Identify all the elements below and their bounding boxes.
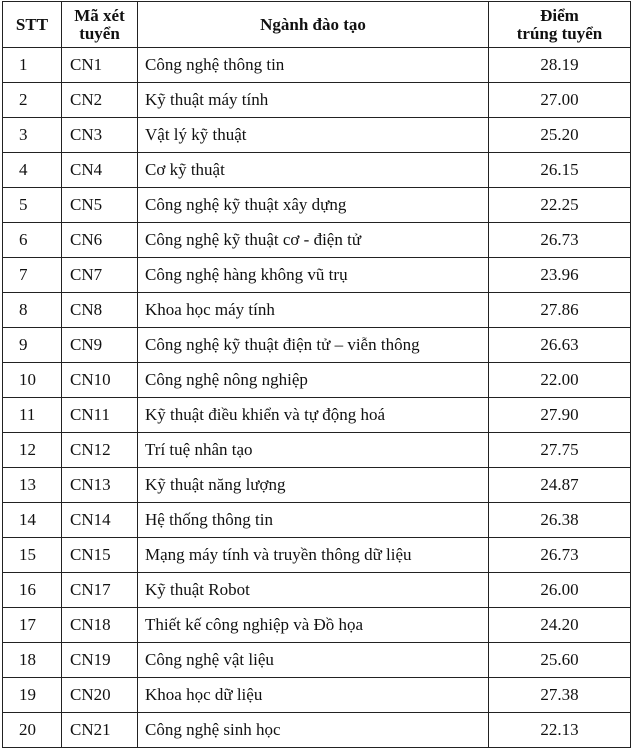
cell-diem-trung-tuyen: 26.38: [489, 503, 631, 538]
cell-ma-xet-tuyen: CN13: [62, 468, 138, 503]
cell-nganh-dao-tao: Kỹ thuật Robot: [138, 573, 489, 608]
cell-ma-xet-tuyen: CN14: [62, 503, 138, 538]
table-row: [3, 573, 631, 608]
cell-stt: 14: [3, 503, 62, 538]
cell-nganh-dao-tao: Công nghệ kỹ thuật cơ - điện tử: [138, 223, 489, 258]
cell-ma-xet-tuyen: CN15: [62, 538, 138, 573]
table-row: [3, 503, 631, 538]
table-row: [3, 223, 631, 258]
cell-ma-xet-tuyen: CN1: [62, 48, 138, 83]
cell-ma-xet-tuyen: CN8: [62, 293, 138, 328]
admission-score-table: [2, 1, 631, 748]
table-row: [3, 83, 631, 118]
cell-diem-trung-tuyen: 27.75: [489, 433, 631, 468]
cell-diem-trung-tuyen: 24.20: [489, 608, 631, 643]
cell-diem-trung-tuyen: 22.25: [489, 188, 631, 223]
table-row: [3, 468, 631, 503]
header-ma-line1: Mã xét: [74, 5, 125, 25]
table-row: [3, 293, 631, 328]
cell-stt: 15: [3, 538, 62, 573]
cell-stt: 17: [3, 608, 62, 643]
cell-nganh-dao-tao: Công nghệ sinh học: [138, 713, 489, 748]
cell-stt: 7: [3, 258, 62, 293]
cell-diem-trung-tuyen: 24.87: [489, 468, 631, 503]
cell-ma-xet-tuyen: CN10: [62, 363, 138, 398]
cell-nganh-dao-tao: Kỹ thuật năng lượng: [138, 468, 489, 503]
cell-nganh-dao-tao: Khoa học máy tính: [138, 293, 489, 328]
cell-nganh-dao-tao: Công nghệ kỹ thuật xây dựng: [138, 188, 489, 223]
table-row: [3, 678, 631, 713]
table-row: [3, 118, 631, 153]
table-body: [3, 48, 631, 748]
cell-stt: 5: [3, 188, 62, 223]
cell-nganh-dao-tao: Công nghệ thông tin: [138, 48, 489, 83]
cell-diem-trung-tuyen: 25.60: [489, 643, 631, 678]
cell-ma-xet-tuyen: CN2: [62, 83, 138, 118]
cell-stt: 13: [3, 468, 62, 503]
cell-diem-trung-tuyen: 27.90: [489, 398, 631, 433]
cell-nganh-dao-tao: Trí tuệ nhân tạo: [138, 433, 489, 468]
cell-stt: 8: [3, 293, 62, 328]
header-stt: STT: [3, 2, 62, 48]
cell-diem-trung-tuyen: 28.19: [489, 48, 631, 83]
table-row: [3, 48, 631, 83]
cell-ma-xet-tuyen: CN5: [62, 188, 138, 223]
header-row: [3, 2, 631, 48]
cell-ma-xet-tuyen: CN9: [62, 328, 138, 363]
cell-diem-trung-tuyen: 26.15: [489, 153, 631, 188]
header-ma-xet-tuyen: [62, 2, 138, 48]
cell-stt: 12: [3, 433, 62, 468]
cell-diem-trung-tuyen: 27.00: [489, 83, 631, 118]
table-row: [3, 643, 631, 678]
cell-stt: 10: [3, 363, 62, 398]
cell-ma-xet-tuyen: CN7: [62, 258, 138, 293]
cell-stt: 11: [3, 398, 62, 433]
cell-nganh-dao-tao: Công nghệ nông nghiệp: [138, 363, 489, 398]
cell-diem-trung-tuyen: 26.00: [489, 573, 631, 608]
cell-stt: 1: [3, 48, 62, 83]
cell-ma-xet-tuyen: CN19: [62, 643, 138, 678]
cell-nganh-dao-tao: Kỹ thuật máy tính: [138, 83, 489, 118]
table-row: [3, 153, 631, 188]
cell-diem-trung-tuyen: 26.73: [489, 223, 631, 258]
cell-diem-trung-tuyen: 26.73: [489, 538, 631, 573]
cell-ma-xet-tuyen: CN18: [62, 608, 138, 643]
cell-stt: 20: [3, 713, 62, 748]
header-nganh-dao-tao: Ngành đào tạo: [138, 2, 489, 48]
cell-stt: 18: [3, 643, 62, 678]
cell-diem-trung-tuyen: 25.20: [489, 118, 631, 153]
header-diem-line2: trúng tuyển: [516, 23, 603, 43]
cell-nganh-dao-tao: Hệ thống thông tin: [138, 503, 489, 538]
header-ma-line2: tuyển: [79, 23, 120, 43]
cell-ma-xet-tuyen: CN17: [62, 573, 138, 608]
table-row: [3, 363, 631, 398]
table-row: [3, 188, 631, 223]
cell-stt: 2: [3, 83, 62, 118]
table-row: [3, 328, 631, 363]
header-diem-line1: Điểm: [540, 5, 579, 25]
cell-ma-xet-tuyen: CN12: [62, 433, 138, 468]
cell-stt: 19: [3, 678, 62, 713]
cell-diem-trung-tuyen: 26.63: [489, 328, 631, 363]
cell-ma-xet-tuyen: CN6: [62, 223, 138, 258]
table-row: [3, 433, 631, 468]
cell-diem-trung-tuyen: 23.96: [489, 258, 631, 293]
cell-nganh-dao-tao: Kỹ thuật điều khiển và tự động hoá: [138, 398, 489, 433]
cell-nganh-dao-tao: Công nghệ kỹ thuật điện tử – viễn thông: [138, 328, 489, 363]
cell-ma-xet-tuyen: CN4: [62, 153, 138, 188]
cell-ma-xet-tuyen: CN20: [62, 678, 138, 713]
cell-nganh-dao-tao: Thiết kế công nghiệp và Đồ họa: [138, 608, 489, 643]
cell-diem-trung-tuyen: 22.00: [489, 363, 631, 398]
cell-nganh-dao-tao: Công nghệ vật liệu: [138, 643, 489, 678]
cell-diem-trung-tuyen: 22.13: [489, 713, 631, 748]
cell-nganh-dao-tao: Mạng máy tính và truyền thông dữ liệu: [138, 538, 489, 573]
cell-nganh-dao-tao: Khoa học dữ liệu: [138, 678, 489, 713]
cell-ma-xet-tuyen: CN21: [62, 713, 138, 748]
table-row: [3, 713, 631, 748]
cell-stt: 4: [3, 153, 62, 188]
cell-stt: 16: [3, 573, 62, 608]
cell-nganh-dao-tao: Công nghệ hàng không vũ trụ: [138, 258, 489, 293]
cell-diem-trung-tuyen: 27.86: [489, 293, 631, 328]
table-row: [3, 608, 631, 643]
table-row: [3, 398, 631, 433]
cell-diem-trung-tuyen: 27.38: [489, 678, 631, 713]
cell-nganh-dao-tao: Cơ kỹ thuật: [138, 153, 489, 188]
cell-ma-xet-tuyen: CN11: [62, 398, 138, 433]
cell-stt: 6: [3, 223, 62, 258]
cell-stt: 3: [3, 118, 62, 153]
header-diem-trung-tuyen: [489, 2, 631, 48]
cell-ma-xet-tuyen: CN3: [62, 118, 138, 153]
table-row: [3, 538, 631, 573]
table-row: [3, 258, 631, 293]
cell-stt: 9: [3, 328, 62, 363]
cell-nganh-dao-tao: Vật lý kỹ thuật: [138, 118, 489, 153]
